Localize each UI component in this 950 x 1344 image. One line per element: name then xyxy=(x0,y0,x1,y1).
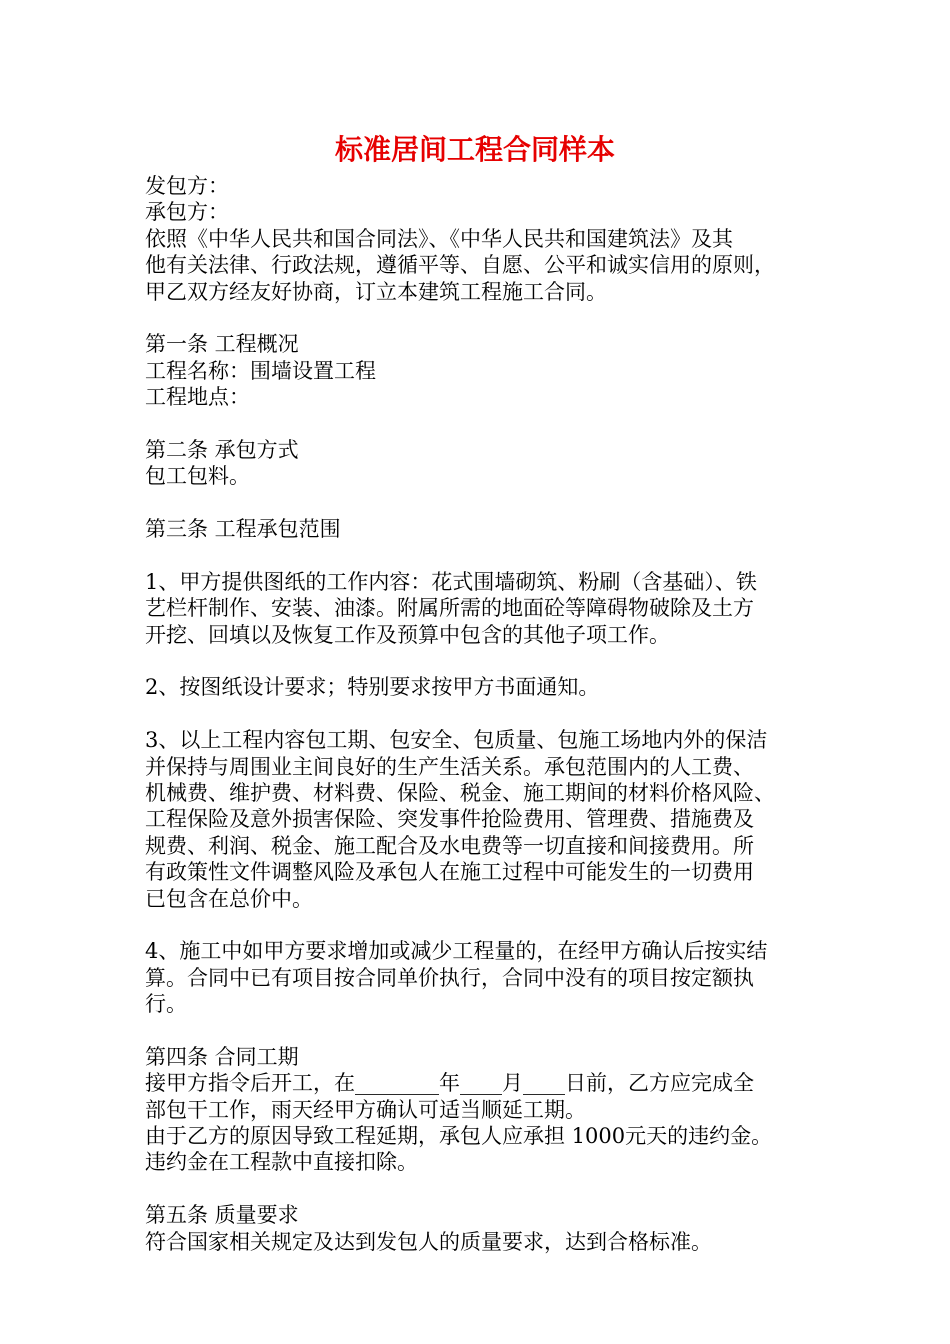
text-line: 第四条 合同工期 xyxy=(145,1044,299,1069)
text-line: 1、甲方提供图纸的工作内容：花式围墙砌筑、粉刷（含基础）、铁 xyxy=(145,569,757,594)
text-line: 第三条 工程承包范围 xyxy=(145,517,341,542)
text-line: 依照《中华人民共和国合同法》、《中华人民共和国建筑法》及其 xyxy=(145,226,733,251)
text-line: 并保持与周围业主间良好的生产生活关系。承包范围内的人工费、 xyxy=(145,754,754,779)
text-line: 违约金在工程款中直接扣除。 xyxy=(145,1150,418,1175)
blank-line xyxy=(145,648,815,674)
text-line: 包工包料。 xyxy=(145,464,250,489)
blank-line xyxy=(145,701,815,727)
document-title: 标准居间工程合同样本 xyxy=(334,133,615,166)
text-line: 工程名称：围墙设置工程 xyxy=(145,358,376,383)
blank-line xyxy=(145,542,815,568)
text-line: 接甲方指令后开工，在________年____月____日前，乙方应完成全 xyxy=(145,1071,754,1096)
text-line: 4、施工中如甲方要求增加或减少工程量的，在经甲方确认后按实结 xyxy=(145,939,768,964)
text-line: 发包方： xyxy=(145,174,229,198)
text-line: 工程地点： xyxy=(145,385,250,410)
text-line: 开挖、回填以及恢复工作及预算中包含的其他子项工作。 xyxy=(145,622,670,647)
text-line: 2、按图纸设计要求；特别要求按甲方书面通知。 xyxy=(145,675,600,700)
text-line: 艺栏杆制作、安装、油漆。附属所需的地面砼等障碍物破除及土方 xyxy=(145,596,754,621)
blank-line xyxy=(145,490,815,516)
text-line: 工程保险及意外损害保险、突发事件抢险费用、管理费、措施费及 xyxy=(145,807,754,832)
text-line: 3、以上工程内容包工期、包安全、包质量、包施工场地内外的保洁 xyxy=(145,728,768,753)
text-line: 甲乙双方经友好协商，订立本建筑工程施工合同。 xyxy=(145,279,607,304)
text-line: 第五条 质量要求 xyxy=(145,1203,299,1228)
text-line: 已包含在总价中。 xyxy=(145,886,313,911)
text-line: 他有关法律、行政法规，遵循平等、自愿、公平和诚实信用的原则， xyxy=(145,253,775,278)
text-line: 承包方： xyxy=(145,200,229,225)
text-line: 部包干工作，雨天经甲方确认可适当顺延工期。 xyxy=(145,1097,586,1122)
blank-line xyxy=(145,305,815,331)
text-line: 行。 xyxy=(145,992,187,1017)
text-line: 第二条 承包方式 xyxy=(145,437,299,462)
text-line: 第一条 工程概况 xyxy=(145,332,299,357)
text-line: 由于乙方的原因导致工程延期，承包人应承担 1000元天的违约金。 xyxy=(145,1124,773,1149)
blank-line xyxy=(145,1176,815,1202)
blank-line xyxy=(145,411,815,437)
text-line: 有政策性文件调整风险及承包人在施工过程中可能发生的一切费用 xyxy=(145,860,754,885)
text-line: 算。合同中已有项目按合同单价执行，合同中没有的项目按定额执 xyxy=(145,965,754,990)
document-body xyxy=(145,173,815,1255)
text-line: 符合国家相关规定及达到发包人的质量要求，达到合格标准。 xyxy=(145,1229,712,1254)
blank-line xyxy=(145,912,815,938)
blank-line xyxy=(145,1018,815,1044)
text-line: 机械费、维护费、材料费、保险、税金、施工期间的材料价格风险、 xyxy=(145,780,775,805)
text-line: 规费、利润、税金、施工配合及水电费等一切直接和间接费用。所 xyxy=(145,833,754,858)
